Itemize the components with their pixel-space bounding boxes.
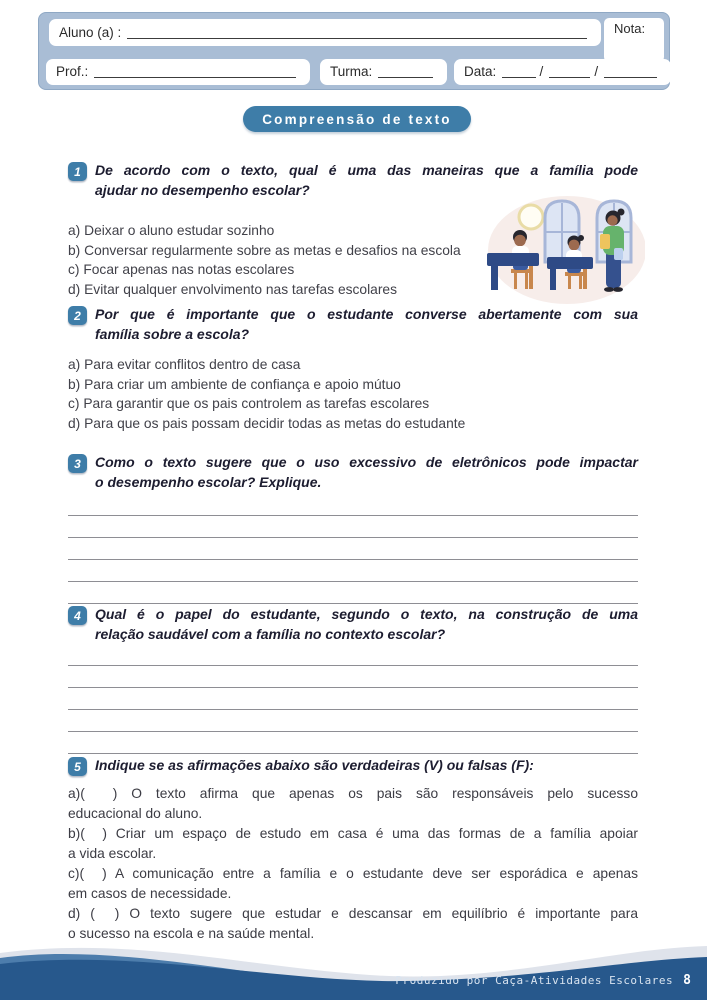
question-2-text-line-2: família sobre a escola? — [95, 326, 250, 342]
answer-line[interactable] — [68, 582, 638, 604]
question-5-statements — [68, 784, 638, 944]
classroom-illustration — [487, 192, 645, 304]
date-label: Data: — [464, 64, 497, 79]
statement-b-line-1: b)( ) Criar um espaço de estudo em casa é uma das formas de a família apoiar — [68, 826, 638, 841]
question-1-text-line-1: De acordo com o texto, qual é uma das maneiras que a família pode — [95, 162, 638, 178]
question-2-options — [68, 355, 548, 433]
teacher-line[interactable] — [94, 64, 296, 78]
date-line-day[interactable] — [502, 64, 535, 78]
option-1a: a) Deixar o aluno estudar sozinho — [68, 223, 275, 238]
clock-icon — [519, 205, 543, 229]
statement-d-line-2: o sucesso na escola e na saúde mental. — [68, 926, 315, 941]
option-2d: d) Para que os pais possam decidir todas as metas do estudante — [68, 415, 466, 431]
worksheet-title: Compreensão de texto — [262, 111, 452, 127]
footer — [395, 973, 691, 988]
grade-box[interactable] — [604, 18, 664, 62]
option-2a: a) Para evitar conflitos dentro de casa — [68, 357, 301, 372]
answer-line[interactable] — [68, 560, 638, 582]
answer-line[interactable] — [68, 666, 638, 688]
answer-line[interactable] — [68, 732, 638, 754]
question-1-number-badge: 1 — [68, 162, 87, 181]
option-1d: d) Evitar qualquer envolvimento nas tarefas escolares — [68, 281, 397, 297]
question-2-number-badge: 2 — [68, 306, 87, 325]
date-field — [454, 59, 671, 85]
option-2c: c) Para garantir que os pais controlem as tarefas escolares — [68, 396, 430, 411]
statement-c-line-2: em casos de necessidade. — [68, 886, 232, 901]
question-3-number-badge: 3 — [68, 454, 87, 473]
date-line-month[interactable] — [549, 64, 590, 78]
question-5-number-badge: 5 — [68, 757, 87, 776]
statement-a-line-1: a)( ) O texto afirma que apenas os pais são responsáveis pelo sucesso — [68, 786, 638, 801]
option-2b: b) Para criar um ambiente de confiança e apoio mútuo — [68, 376, 401, 392]
statement-a-line-2: educacional do aluno. — [68, 806, 203, 821]
date-slash-1: / — [539, 64, 544, 79]
class-line[interactable] — [378, 64, 433, 78]
statement-b-line-2: a vida escolar. — [68, 846, 157, 861]
answer-line[interactable] — [68, 644, 638, 666]
statement-d-line-1: d) ( ) O texto sugere que estudar e descansar em equilíbrio é importante para — [68, 906, 638, 921]
question-2 — [68, 304, 638, 344]
option-1b: b) Conversar regularmente sobre as metas e desafios na escola — [68, 242, 461, 258]
class-field — [320, 59, 447, 85]
question-3-answer-lines — [68, 494, 638, 604]
question-2-text-line-1: Por que é importante que o estudante converse abertamente com sua — [95, 306, 638, 322]
answer-line[interactable] — [68, 710, 638, 732]
question-4 — [68, 604, 638, 644]
date-line-year[interactable] — [604, 64, 657, 78]
option-1c: c) Focar apenas nas notas escolares — [68, 262, 295, 277]
student-name-label: Aluno (a) : — [59, 25, 122, 40]
worksheet-title-badge — [243, 106, 471, 132]
answer-line[interactable] — [68, 516, 638, 538]
answer-line[interactable] — [68, 494, 638, 516]
student-name-line[interactable] — [127, 25, 587, 39]
question-4-text-line-2: relação saudável com a família no contexto escolar? — [95, 626, 446, 642]
question-3-text-line-2: o desempenho escolar? Explique. — [95, 474, 322, 490]
teacher-label: Prof.: — [56, 64, 89, 79]
class-label: Turma: — [330, 64, 373, 79]
question-5-text-line-1: Indique se as afirmações abaixo são verdadeiras (V) ou falsas (F): — [95, 757, 534, 773]
question-1-text-line-2: ajudar no desempenho escolar? — [95, 182, 310, 198]
answer-line[interactable] — [68, 688, 638, 710]
question-3-text-line-1: Como o texto sugere que o uso excessivo de eletrônicos pode impactar — [95, 454, 638, 470]
question-4-number-badge: 4 — [68, 606, 87, 625]
answer-line[interactable] — [68, 538, 638, 560]
footer-wave — [0, 930, 707, 1000]
student-name-field — [49, 19, 601, 46]
question-1-options — [68, 221, 548, 299]
teacher-field — [46, 59, 310, 85]
footer-credit: Produzido por Caça-Atividades Escolares — [395, 974, 674, 987]
footer-page-number: 8 — [683, 973, 691, 988]
date-slash-2: / — [594, 64, 599, 79]
question-3 — [68, 452, 638, 492]
question-5 — [68, 755, 638, 775]
grade-label: Nota: — [614, 21, 646, 36]
question-4-answer-lines — [68, 644, 638, 754]
question-4-text-line-1: Qual é o papel do estudante, segundo o texto, na construção de uma — [95, 606, 638, 622]
statement-c-line-1: c)( ) A comunicação entre a família e o estudante deve ser esporádica e apenas — [68, 866, 638, 881]
header-box — [38, 12, 670, 90]
